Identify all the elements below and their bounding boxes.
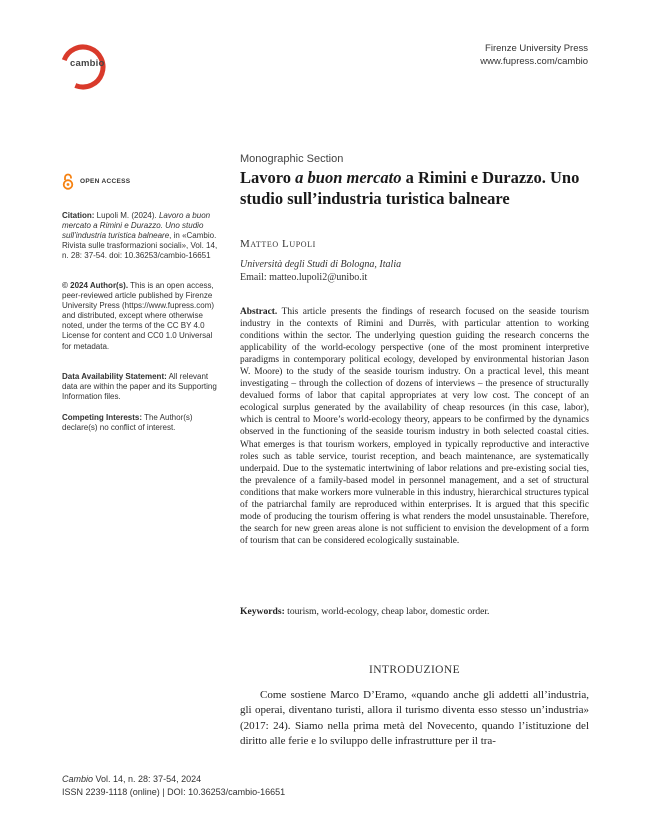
page-footer bbox=[62, 773, 285, 798]
title-part-1: Lavoro bbox=[240, 168, 296, 187]
open-access-badge bbox=[62, 173, 130, 190]
abstract-text: This article presents the findings of research focused on the seaside tourism industry in the contexts of Rimini and Durrës, with particular attention to working conditions within the sector. The underlying question guiding the research concerns the applicability of the world-ecology perspective (one of the most prominent interpretive paradigms in contemporary political ecology, developed by environmental historian Jason W. Moore) to the study of the seaside tourism industry. On a practical level, this meant investigating – through the collection of dozens of interviews – the presence of structurally devalued forms of labor that capital appropriates at very low cost. The concept of an ecological surplus generated by the availability of cheap resources (in this case, labor), which is central to Moore’s world-ecology theory, appears to be confirmed by the dynamics observed in the functioning of the seaside tourism industry in both selected coastal cities. What emerges is that tourism workers, employed in typically reproductive and interactive roles such as table service, tourist reception, and beach maintenance, are systematically underpaid. Due to the systematic intertwining of labor relations and pre-existing social ties, the prevalence of a family-based model in personnel management, and a set of structural conditions that make workers more vulnerable in this industry, hierarchical structures typical of the patriarchal family are reproduced within enterprises. It is argued that this specific mode of producing the tourism offering is what renders the model unsustainable. Therefore, the search for new green areas alone is not sufficient to envision the development of a form of tourism that can be considered ecologically sustainable. bbox=[240, 307, 589, 546]
citation-title: Lavoro a buon mercato a Rimini e Durazzo. Uno studio sull’industria turistica balneare bbox=[62, 211, 211, 241]
copyright-label: © 2024 Author(s). bbox=[62, 281, 129, 290]
publisher-url[interactable]: www.fupress.com/cambio bbox=[480, 56, 588, 67]
citation-block bbox=[62, 211, 218, 261]
copyright-block bbox=[62, 281, 218, 352]
keywords-label: Keywords: bbox=[240, 606, 285, 617]
journal-info: Vol. 14, n. 28: 37-54, 2024 bbox=[93, 774, 202, 784]
keywords-text: tourism, world-ecology, cheap labor, domestic order. bbox=[287, 606, 490, 617]
journal-name: Cambio bbox=[62, 774, 94, 784]
title-part-2: a Rimini e Durazzo. Uno studio sull’industria turistica balneare bbox=[240, 168, 580, 208]
data-availability-text: All relevant data are within the paper and its Supporting Information files. bbox=[62, 372, 217, 402]
section-heading-introduzione: INTRODUZIONE bbox=[368, 664, 461, 676]
publisher-name: Firenze University Press bbox=[485, 43, 588, 54]
article-title bbox=[240, 168, 580, 209]
publisher-info bbox=[480, 42, 588, 68]
citation-authors: Lupoli M. (2024). bbox=[96, 211, 157, 220]
competing-interests-text: The Author(s) declare(s) no conflict of interest. bbox=[62, 413, 193, 433]
competing-interests-label: Competing Interests: bbox=[62, 413, 143, 422]
copyright-text: This is an open access, peer-reviewed article published by Firenze University Press (https://www.fupress.com) and distributed, except where otherwise noted, under the terms of the CC BY 4.0 License for content and CC0 1.0 Universal for metadata. bbox=[62, 281, 215, 351]
abstract bbox=[240, 306, 589, 547]
competing-interests-block bbox=[62, 413, 218, 433]
author-email[interactable]: Email: matteo.lupoli2@unibo.it bbox=[240, 272, 368, 283]
data-availability-block bbox=[62, 372, 218, 402]
title-italic: a buon mercato bbox=[295, 168, 402, 187]
author-affiliation: Università degli Studi di Bologna, Italia bbox=[240, 259, 402, 270]
body-paragraph: Come sostiene Marco D’Eramo, «quando anche gli addetti all’industria, gli operai, diventano turisti, allora il turismo diventa esso stesso un’industria» (2017: 24). Siamo nella prima metà del Novecento, quando l’istituzione del diritto alle ferie e lo sviluppo delle infrastrutture per il tra- bbox=[240, 689, 589, 747]
open-access-icon bbox=[62, 173, 74, 190]
issn-doi: ISSN 2239-1118 (online) | DOI: 10.36253/cambio-16651 bbox=[62, 786, 286, 797]
author-name: Matteo Lupoli bbox=[240, 238, 316, 250]
logo-text: cambio bbox=[70, 58, 105, 69]
citation-details: , in «Cambio. Rivista sulle trasformazioni sociali», Vol. 14, n. 28: 37-54. doi: 10.36253/cambio-16651 bbox=[62, 231, 218, 261]
section-label: Monographic Section bbox=[240, 153, 344, 165]
journal-citation bbox=[62, 773, 285, 786]
citation-label: Citation: bbox=[62, 211, 95, 220]
abstract-label: Abstract. bbox=[240, 307, 278, 317]
keywords bbox=[240, 606, 589, 617]
open-access-label: OPEN ACCESS bbox=[80, 178, 131, 185]
data-availability-label: Data Availability Statement: bbox=[62, 372, 167, 381]
